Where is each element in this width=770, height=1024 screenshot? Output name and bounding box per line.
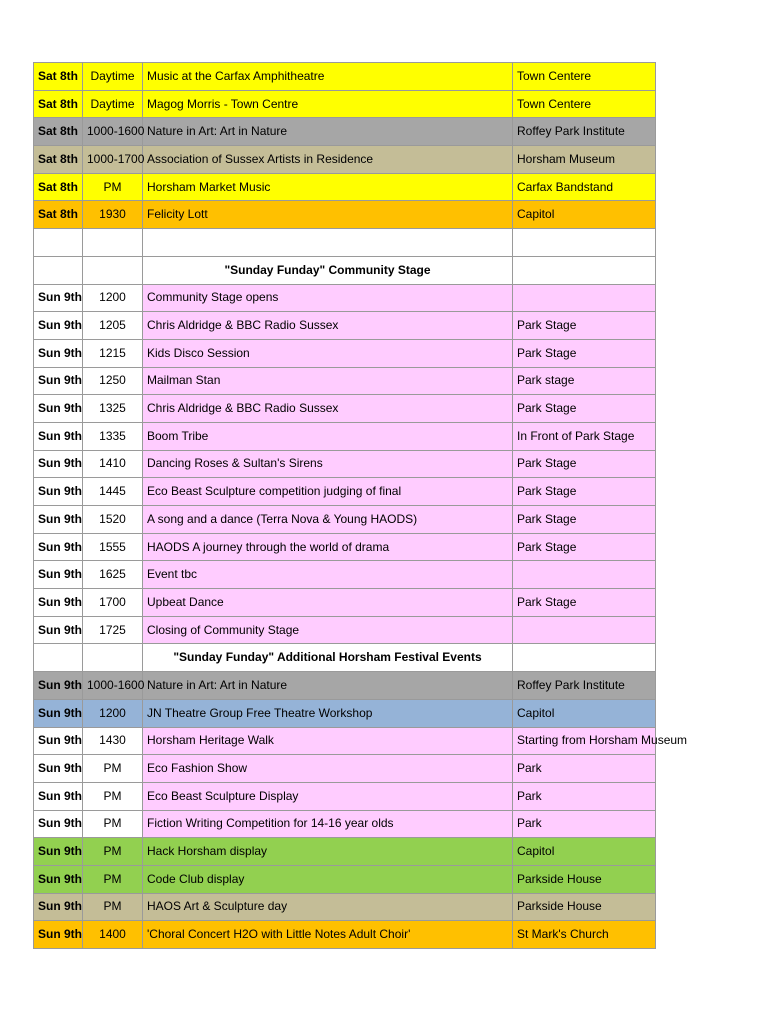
event-cell: Closing of Community Stage: [143, 616, 513, 644]
day-cell: Sun 9th: [34, 810, 83, 838]
time-cell: 1930: [83, 201, 143, 229]
event-cell: 'Choral Concert H2O with Little Notes Adult Choir': [143, 921, 513, 949]
day-cell: Sun 9th: [34, 865, 83, 893]
day-cell: Sun 9th: [34, 616, 83, 644]
time-cell: PM: [83, 893, 143, 921]
table-row: [34, 865, 656, 893]
day-cell: Sat 8th: [34, 173, 83, 201]
time-cell: PM: [83, 838, 143, 866]
day-cell: Sat 8th: [34, 90, 83, 118]
day-cell: Sun 9th: [34, 727, 83, 755]
venue-cell: Park Stage: [513, 589, 656, 617]
table-row: [34, 616, 656, 644]
venue-cell: Starting from Horsham Museum: [513, 727, 656, 755]
time-cell: 1325: [83, 395, 143, 423]
venue-cell: Park Stage: [513, 533, 656, 561]
table-row: [34, 90, 656, 118]
day-cell: Sun 9th: [34, 367, 83, 395]
day-cell: Sun 9th: [34, 755, 83, 783]
table-row: [34, 146, 656, 174]
table-row: [34, 921, 656, 949]
venue-cell: Park: [513, 782, 656, 810]
time-cell: 1400: [83, 921, 143, 949]
time-cell: [83, 644, 143, 672]
table-row: [34, 422, 656, 450]
event-cell: Eco Fashion Show: [143, 755, 513, 783]
day-cell: Sun 9th: [34, 589, 83, 617]
event-cell: Magog Morris - Town Centre: [143, 90, 513, 118]
table-row: [34, 755, 656, 783]
day-cell: Sat 8th: [34, 201, 83, 229]
day-cell: Sun 9th: [34, 893, 83, 921]
event-cell: Felicity Lott: [143, 201, 513, 229]
time-cell: 1430: [83, 727, 143, 755]
event-cell: Upbeat Dance: [143, 589, 513, 617]
time-cell: 1200: [83, 284, 143, 312]
day-cell: Sun 9th: [34, 533, 83, 561]
venue-cell: In Front of Park Stage: [513, 422, 656, 450]
venue-cell: Park: [513, 755, 656, 783]
time-cell: 1700: [83, 589, 143, 617]
venue-cell: Park stage: [513, 367, 656, 395]
day-cell: Sun 9th: [34, 339, 83, 367]
event-cell: Dancing Roses & Sultan's Sirens: [143, 450, 513, 478]
venue-cell: Park Stage: [513, 478, 656, 506]
venue-cell: Park Stage: [513, 395, 656, 423]
event-cell: Horsham Market Music: [143, 173, 513, 201]
time-cell: Daytime: [83, 63, 143, 91]
time-cell: 1335: [83, 422, 143, 450]
event-cell: Horsham Heritage Walk: [143, 727, 513, 755]
time-cell: 1200: [83, 699, 143, 727]
venue-cell: Roffey Park Institute: [513, 672, 656, 700]
event-cell: Chris Aldridge & BBC Radio Sussex: [143, 395, 513, 423]
day-cell: Sat 8th: [34, 118, 83, 146]
table-row: [34, 478, 656, 506]
event-cell: Nature in Art: Art in Nature: [143, 672, 513, 700]
venue-cell: [513, 561, 656, 589]
day-cell: Sun 9th: [34, 782, 83, 810]
venue-cell: Park Stage: [513, 506, 656, 534]
day-cell: Sun 9th: [34, 672, 83, 700]
time-cell: [83, 256, 143, 284]
event-cell: HAOS Art & Sculpture day: [143, 893, 513, 921]
event-cell: Eco Beast Sculpture Display: [143, 782, 513, 810]
time-cell: PM: [83, 865, 143, 893]
event-cell: HAODS A journey through the world of drama: [143, 533, 513, 561]
event-cell: Code Club display: [143, 865, 513, 893]
day-cell: Sun 9th: [34, 422, 83, 450]
event-cell: Music at the Carfax Amphitheatre: [143, 63, 513, 91]
event-cell: Boom Tribe: [143, 422, 513, 450]
time-cell: PM: [83, 755, 143, 783]
venue-cell: [513, 284, 656, 312]
day-cell: Sun 9th: [34, 921, 83, 949]
venue-cell: Parkside House: [513, 893, 656, 921]
event-cell: Mailman Stan: [143, 367, 513, 395]
day-cell: Sun 9th: [34, 450, 83, 478]
venue-cell: [513, 616, 656, 644]
time-cell: 1250: [83, 367, 143, 395]
event-cell: Nature in Art: Art in Nature: [143, 118, 513, 146]
event-cell: Event tbc: [143, 561, 513, 589]
section-heading-row: [34, 256, 656, 284]
event-cell: [143, 229, 513, 257]
day-cell: Sat 8th: [34, 63, 83, 91]
table-row: [34, 561, 656, 589]
section-title: "Sunday Funday" Additional Horsham Festival Events: [143, 644, 513, 672]
section-heading-row: [34, 644, 656, 672]
venue-cell: Capitol: [513, 201, 656, 229]
venue-cell: St Mark's Church: [513, 921, 656, 949]
time-cell: [83, 229, 143, 257]
venue-cell: Town Centere: [513, 63, 656, 91]
event-cell: Kids Disco Session: [143, 339, 513, 367]
day-cell: Sat 8th: [34, 146, 83, 174]
event-cell: Community Stage opens: [143, 284, 513, 312]
day-cell: Sun 9th: [34, 838, 83, 866]
table-row: [34, 312, 656, 340]
time-cell: 1625: [83, 561, 143, 589]
venue-cell: Parkside House: [513, 865, 656, 893]
table-row: [34, 118, 656, 146]
time-cell: Daytime: [83, 90, 143, 118]
day-cell: Sun 9th: [34, 284, 83, 312]
day-cell: Sun 9th: [34, 478, 83, 506]
table-row: [34, 810, 656, 838]
time-cell: 1000-1600: [83, 672, 143, 700]
table-row: [34, 893, 656, 921]
venue-cell: Park Stage: [513, 312, 656, 340]
section-title: "Sunday Funday" Community Stage: [143, 256, 513, 284]
venue-cell: Town Centere: [513, 90, 656, 118]
time-cell: 1520: [83, 506, 143, 534]
venue-cell: Park: [513, 810, 656, 838]
venue-cell: [513, 229, 656, 257]
table-row: [34, 450, 656, 478]
event-cell: Fiction Writing Competition for 14-16 year olds: [143, 810, 513, 838]
table-row: [34, 339, 656, 367]
blank-row: [34, 229, 656, 257]
venue-cell: Carfax Bandstand: [513, 173, 656, 201]
table-row: [34, 672, 656, 700]
venue-cell: [513, 644, 656, 672]
day-cell: [34, 229, 83, 257]
day-cell: Sun 9th: [34, 699, 83, 727]
table-row: [34, 589, 656, 617]
time-cell: 1000-1700: [83, 146, 143, 174]
day-cell: Sun 9th: [34, 312, 83, 340]
time-cell: 1215: [83, 339, 143, 367]
event-cell: A song and a dance (Terra Nova & Young HAODS): [143, 506, 513, 534]
event-cell: Association of Sussex Artists in Residence: [143, 146, 513, 174]
table-row: [34, 838, 656, 866]
event-cell: Hack Horsham display: [143, 838, 513, 866]
table-row: [34, 367, 656, 395]
table-row: [34, 506, 656, 534]
day-cell: [34, 644, 83, 672]
time-cell: 1725: [83, 616, 143, 644]
day-cell: Sun 9th: [34, 561, 83, 589]
table-row: [34, 395, 656, 423]
table-row: [34, 63, 656, 91]
table-row: [34, 782, 656, 810]
table-row: [34, 201, 656, 229]
venue-cell: Roffey Park Institute: [513, 118, 656, 146]
event-cell: JN Theatre Group Free Theatre Workshop: [143, 699, 513, 727]
festival-schedule-table: [33, 62, 688, 949]
time-cell: PM: [83, 782, 143, 810]
venue-cell: Horsham Museum: [513, 146, 656, 174]
table-row: [34, 173, 656, 201]
time-cell: 1000-1600: [83, 118, 143, 146]
table-row: [34, 699, 656, 727]
venue-cell: Park Stage: [513, 450, 656, 478]
event-cell: Eco Beast Sculpture competition judging of final: [143, 478, 513, 506]
venue-cell: Capitol: [513, 838, 656, 866]
schedule-body: [34, 63, 688, 949]
table-row: [34, 533, 656, 561]
time-cell: 1410: [83, 450, 143, 478]
day-cell: Sun 9th: [34, 395, 83, 423]
time-cell: PM: [83, 173, 143, 201]
time-cell: 1205: [83, 312, 143, 340]
day-cell: Sun 9th: [34, 506, 83, 534]
time-cell: PM: [83, 810, 143, 838]
venue-cell: Capitol: [513, 699, 656, 727]
table-row: [34, 284, 656, 312]
time-cell: 1555: [83, 533, 143, 561]
table-row: [34, 727, 656, 755]
day-cell: [34, 256, 83, 284]
venue-cell: Park Stage: [513, 339, 656, 367]
time-cell: 1445: [83, 478, 143, 506]
event-cell: Chris Aldridge & BBC Radio Sussex: [143, 312, 513, 340]
venue-cell: [513, 256, 656, 284]
